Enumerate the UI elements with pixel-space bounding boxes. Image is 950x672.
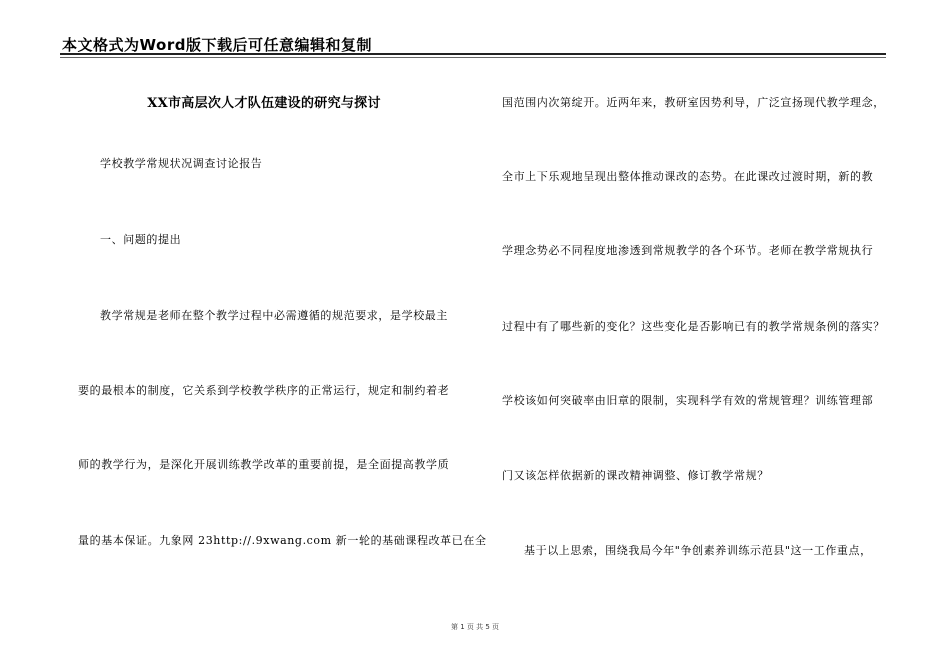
article-title: XX市高层次人才队伍建设的研究与探讨 [147, 96, 381, 111]
body-line: 国范围内次第绽开。近两年来，教研室因势利导，广泛宣扬现代教学理念， [502, 96, 885, 109]
document-banner: 本文格式为Word版下载后可任意编辑和复制 [62, 36, 372, 54]
body-line: 学校该如何突破率由旧章的限制，实现科学有效的常规管理？训练管理部 [502, 394, 874, 407]
body-line: 量的基本保证。九象网 23http://.9xwang.com 新一轮的基础课程改革已在全 [78, 534, 487, 547]
body-line: 学理念势必不同程度地渗透到常规教学的各个环节。老师在教学常规执行 [502, 244, 874, 257]
body-line: 过程中有了哪些新的变化？这些变化是否影响已有的教学常规条例的落实？ [502, 320, 885, 333]
body-line: 教学常规是老师在整个教学过程中必需遵循的规范要求，是学校最主 [100, 309, 448, 322]
body-line: 全市上下乐观地呈现出整体推动课改的态势。在此课改过渡时期，新的教 [502, 170, 874, 183]
body-line: 要的最根本的制度，它关系到学校教学秩序的正常运行，规定和制约着老 [78, 384, 450, 397]
page-number: 第 1 页 共 5 页 [450, 623, 500, 631]
header-rule-thick [60, 53, 886, 55]
body-line: 师的教学行为，是深化开展训练教学改革的重要前提，是全面提高教学质 [78, 458, 450, 471]
header-rule-thin [60, 57, 886, 58]
body-line: 基于以上思索，围绕我局今年"争创素养训练示范县"这一工作重点， [524, 544, 872, 557]
subtitle-line: 学校教学常规状况调查讨论报告 [100, 157, 263, 170]
body-line: 门又该怎样依据新的课改精神调整、修订教学常规？ [502, 469, 769, 482]
section-heading: 一、问题的提出 [100, 233, 182, 246]
